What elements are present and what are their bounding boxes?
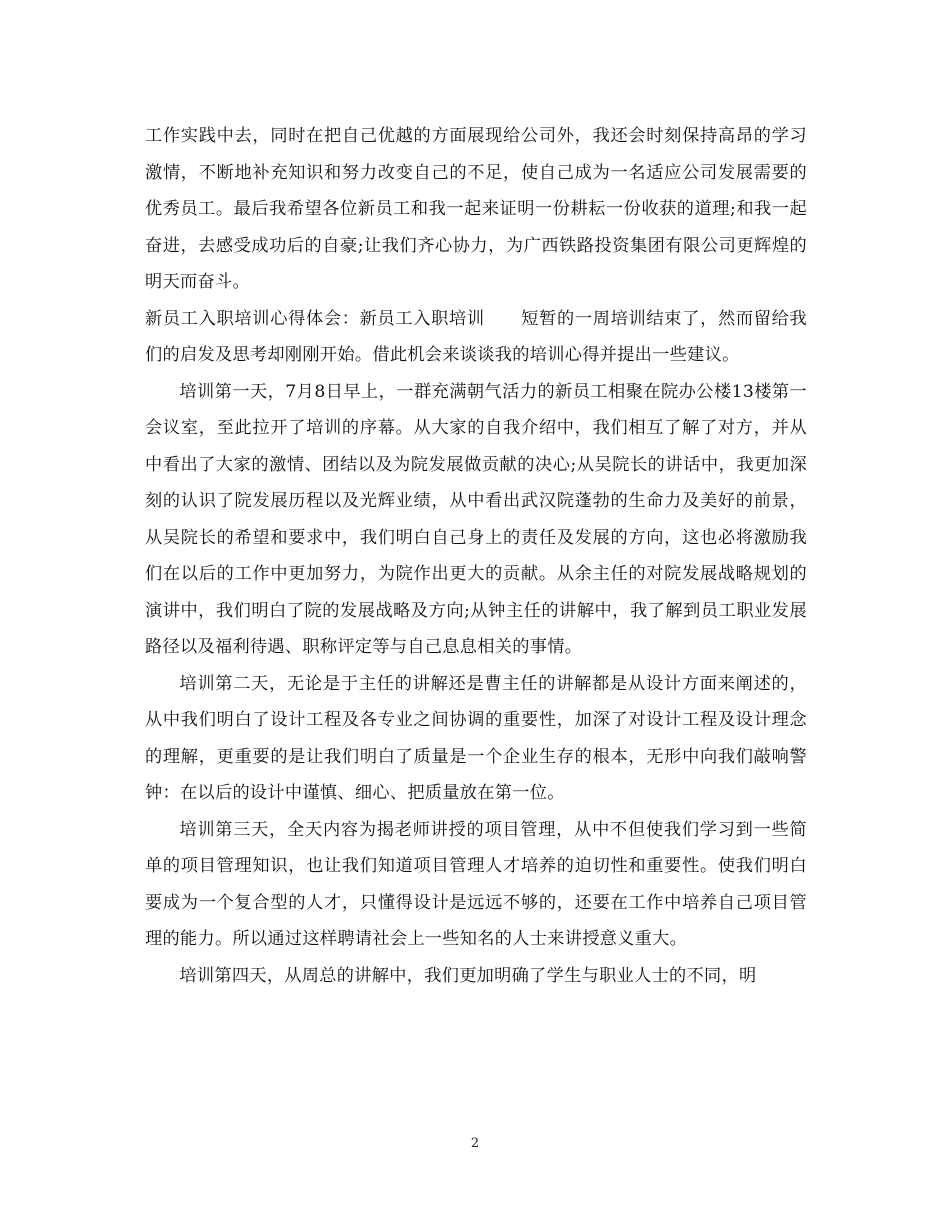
paragraph-day-two: 培训第二天，无论是于主任的讲解还是曹主任的讲解都是从设计方面来阐述的，从中我们明白了设计工程及各专业之间协调的重要性，加深了对设计工程及设计理念的理解，更重要的是让我们明白了质量是一个企业生存的根本，无形中向我们敲响警钟：在以后的设计中谨慎、细心、把质量放在第一位。	[145, 673, 807, 803]
paragraph-day-one: 培训第一天，7月8日早上，一群充满朝气活力的新员工相聚在院办公楼13楼第一会议室，至此拉开了培训的序幕。从大家的自我介绍中，我们相互了解了对方，并从中看出了大家的激情、团结以及为院发展做贡献的决心;从吴院长的讲话中，我更加深刻的认识了院发展历程以及光辉业绩，从中看出武汉院蓬勃的生命力及美好的前景，从吴院长的希望和要求中，我们明白自己身上的责任及发展的方向，这也必将激励我们在以后的工作中更加努力，为院作出更大的贡献。从余主任的对院发展战略规划的演讲中，我们明白了院的发展战略及方向;从钟主任的讲解中，我了解到员工职业发展路径以及福利待遇、职称评定等与自己息息相关的事情。	[145, 381, 807, 657]
paragraph-day-three: 培训第三天，全天内容为揭老师讲授的项目管理，从中不但使我们学习到一些简单的项目管理知识，也让我们知道项目管理人才培养的迫切性和重要性。使我们明白要成为一个复合型的人才，只懂得设计是远远不够的，还要在工作中培养自己项目管理的能力。所以通过这样聘请社会上一些知名的人士来讲授意义重大。	[145, 819, 807, 949]
paragraph-day-four: 培训第四天，从周总的讲解中，我们更加明确了学生与职业人士的不同，明	[179, 965, 757, 986]
paragraph-section-heading	[145, 301, 807, 374]
section-intro: 短暂的一周培训结束了，然而留给我们的启发及思考却刚刚开始。借此机会来谈谈我的培训心得并提出一些建议。	[145, 308, 807, 365]
page-number: 2	[470, 1136, 480, 1151]
paragraph-continuation: 工作实践中去，同时在把自己优越的方面展现给公司外，我还会时刻保持高昂的学习激情，不断地补充知识和努力改变自己的不足，使自己成为一名适应公司发展需要的优秀员工。最后我希望各位新员工和我一起来证明一份耕耘一份收获的道理;和我一起奋进，去感受成功后的自豪;让我们齐心协力，为广西铁路投资集团有限公司更辉煌的明天而奋斗。	[145, 126, 807, 292]
section-heading: 新员工入职培训心得体会：新员工入职培训	[145, 308, 485, 329]
document-body	[145, 118, 807, 994]
